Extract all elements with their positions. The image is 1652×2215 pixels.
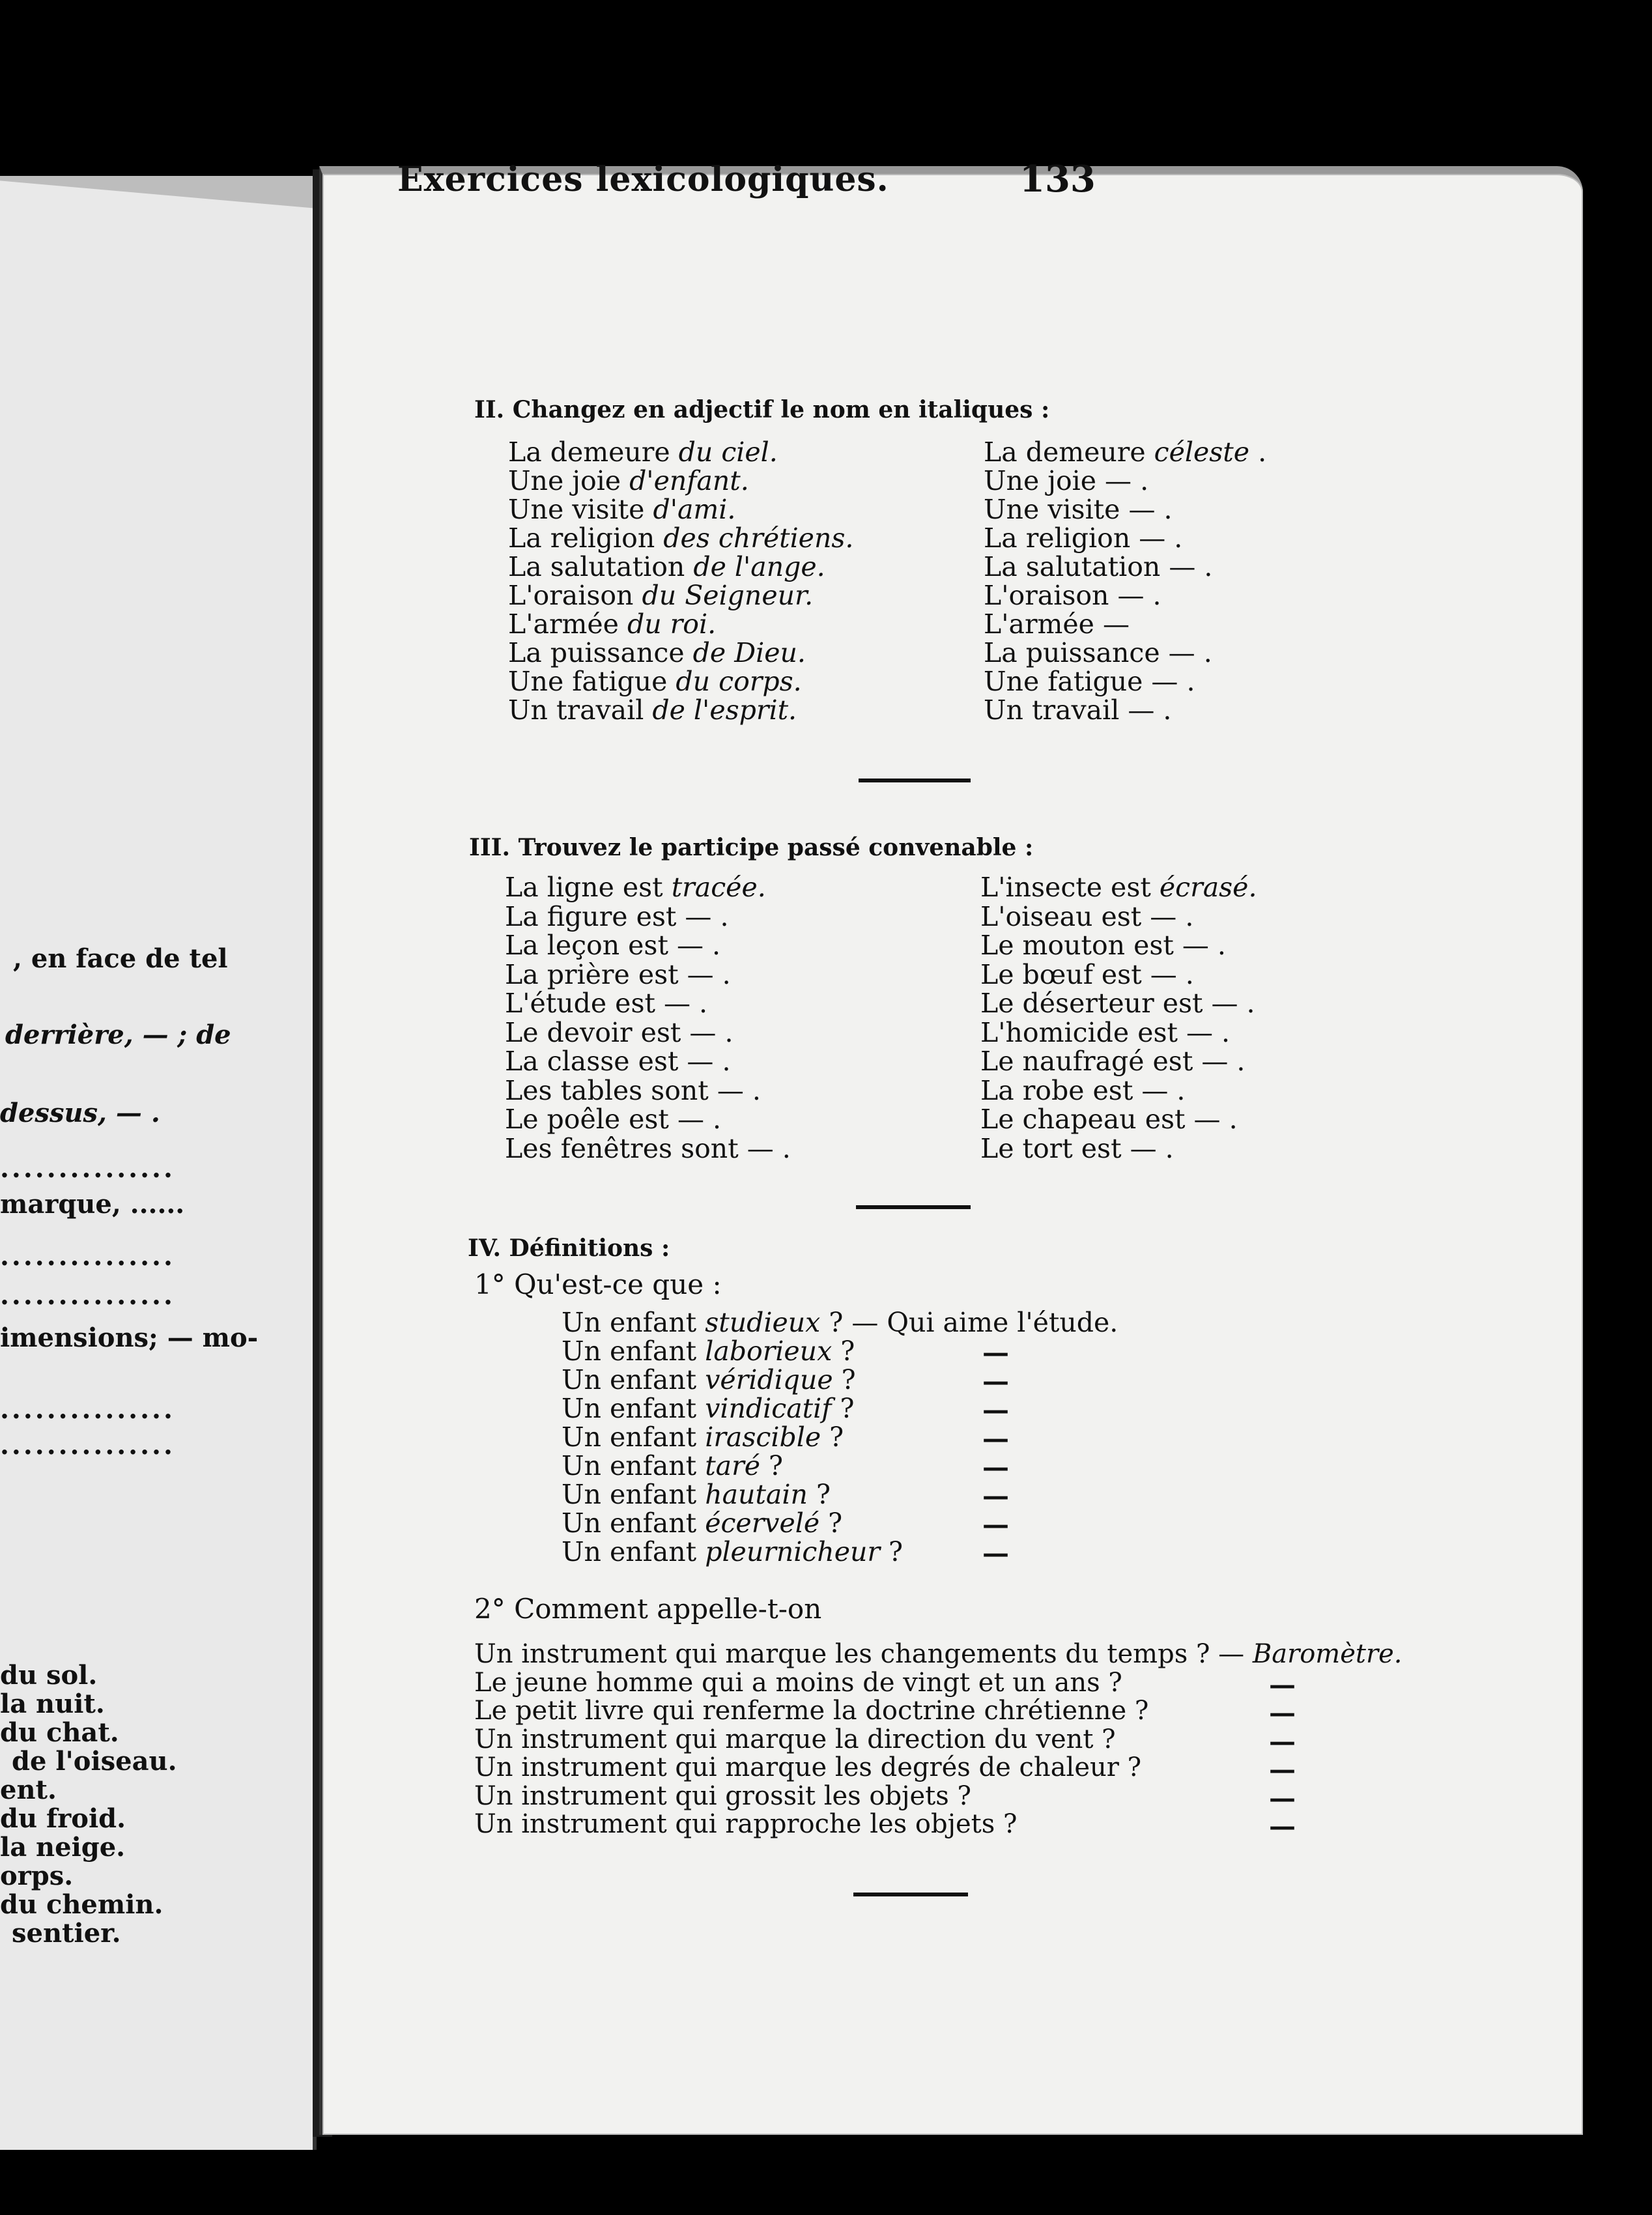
exercise-text: La robe est — .	[980, 1074, 1186, 1106]
left-page-fragment: la nuit.	[0, 1689, 105, 1719]
exercise-text: Une fatigue	[508, 666, 676, 697]
exercise-text: L'armée	[508, 608, 627, 640]
definition-text: Un enfant	[562, 1508, 705, 1539]
left-page-fragment: dessus, — .	[0, 1098, 160, 1128]
definition-word: pleurnicheur	[705, 1536, 880, 1567]
definition-word: taré	[705, 1450, 760, 1481]
left-page-fragment: ...............	[0, 1430, 175, 1461]
exercise-text: Une joie — .	[984, 465, 1149, 496]
exercise-italic-text: de l'esprit.	[652, 694, 797, 726]
book-cover-edge	[0, 176, 317, 210]
exercise-text: Le devoir est — .	[505, 1016, 733, 1048]
exercise-right-item	[980, 902, 1193, 931]
left-page-fragment: sentier.	[12, 1918, 121, 1949]
exercise-right-item	[984, 667, 1195, 696]
exercise-text: L'armée —	[984, 608, 1130, 640]
left-page-fragment: marque, ......	[0, 1189, 185, 1220]
section-4-heading: IV. Définitions :	[468, 1235, 670, 1262]
left-page-fragment: de l'oiseau.	[12, 1746, 177, 1777]
answer-dash: —	[982, 1337, 1009, 1368]
answer-dash: —	[1269, 1782, 1296, 1814]
exercise-text: La figure est — .	[505, 900, 729, 932]
exercise-text: Le tort est — .	[980, 1132, 1174, 1164]
definition-item	[562, 1365, 856, 1394]
exercise-left-item	[505, 1134, 791, 1163]
exercise-text: Les tables sont — .	[505, 1074, 761, 1106]
exercise-right-item	[980, 960, 1194, 989]
left-page-fragment: orps.	[0, 1861, 74, 1891]
answer-dash: —	[1269, 1697, 1296, 1728]
exercise-left-item	[508, 466, 749, 495]
definition-word: véridique	[705, 1364, 833, 1395]
page-number: 133	[1019, 158, 1096, 201]
definition-text: ?	[880, 1536, 904, 1567]
definition-text: Un enfant	[562, 1422, 705, 1453]
question-text: Un instrument qui marque les changements du temps ? —	[474, 1639, 1253, 1669]
question-item	[474, 1810, 1017, 1838]
exercise-text: Le naufragé est — .	[980, 1046, 1246, 1077]
exercise-right-item	[984, 524, 1182, 552]
question-item	[474, 1782, 971, 1810]
exercise-text: La demeure	[508, 436, 679, 468]
left-page-fragment: imensions; — mo-	[0, 1322, 259, 1353]
exercise-text: La salutation	[508, 551, 694, 582]
definition-text: Un enfant	[562, 1393, 705, 1424]
exercise-italic-text: de l'ange.	[693, 551, 825, 582]
definition-text: ?	[819, 1508, 843, 1539]
exercise-right-item	[980, 1018, 1230, 1047]
definition-text: ?	[833, 1364, 856, 1395]
definition-text: Un enfant	[562, 1450, 705, 1481]
exercise-text: Une visite	[508, 494, 653, 525]
exercise-text: Les fenêtres sont — .	[505, 1132, 791, 1164]
answer-word: Baromètre.	[1252, 1639, 1403, 1669]
definition-word: irascible	[705, 1422, 821, 1453]
exercise-italic-text: des chrétiens.	[663, 522, 854, 554]
exercise-text: L'homicide est — .	[980, 1016, 1231, 1048]
exercise-text: Le mouton est — .	[980, 930, 1226, 961]
answer-dash: —	[982, 1451, 1009, 1483]
left-page-fragment: ...............	[0, 1241, 175, 1272]
exercise-text: Un travail	[508, 694, 653, 726]
exercise-left-item	[508, 524, 853, 552]
exercise-text: Une fatigue — .	[984, 666, 1195, 697]
exercise-right-item	[984, 638, 1212, 667]
definition-item	[562, 1308, 1118, 1337]
exercise-text: La demeure	[984, 436, 1154, 468]
left-page-fragment: derrière, — ; de	[5, 1020, 231, 1050]
question-item	[474, 1726, 1116, 1754]
left-page-fragment: ...............	[0, 1153, 175, 1184]
exercise-italic-text: du ciel.	[678, 436, 778, 468]
exercise-right-item	[984, 438, 1266, 466]
exercise-right-item	[984, 610, 1130, 638]
exercise-text: La religion	[508, 522, 664, 554]
answer-dash: —	[982, 1480, 1009, 1511]
definition-word: hautain	[705, 1479, 808, 1510]
exercise-left-item	[505, 1105, 721, 1134]
exercise-italic-text: du Seigneur.	[642, 580, 814, 611]
exercise-text: Le bœuf est — .	[980, 958, 1194, 990]
left-page-fragment: ent.	[0, 1775, 57, 1805]
exercise-right-item	[984, 696, 1171, 724]
definition-text: ?	[760, 1450, 784, 1481]
answer-dash: —	[1269, 1810, 1296, 1842]
definition-item	[562, 1537, 903, 1566]
exercise-right-item	[984, 495, 1173, 524]
exercise-text: Un travail — .	[984, 694, 1172, 726]
definition-item	[562, 1337, 855, 1365]
answer-dash: —	[982, 1537, 1009, 1569]
exercise-right-item	[980, 989, 1255, 1018]
exercise-italic-text: tracée.	[671, 872, 766, 903]
divider	[856, 1205, 971, 1209]
exercise-left-item	[508, 552, 825, 581]
page-title: Exercices lexicologiques.	[397, 160, 889, 199]
definition-item	[562, 1423, 844, 1451]
exercise-text: La religion — .	[984, 522, 1183, 554]
exercise-text: Le déserteur est — .	[980, 988, 1255, 1019]
answer-dash: —	[982, 1394, 1009, 1425]
question-text: Un instrument qui rapproche les objets ?	[474, 1809, 1018, 1839]
part-2-label: 2° Comment appelle-t-on	[474, 1593, 822, 1625]
exercise-text: La salutation — .	[984, 551, 1213, 582]
definition-item	[562, 1509, 842, 1537]
question-text: Un instrument qui marque les degrés de chaleur ?	[474, 1752, 1142, 1782]
exercise-left-item	[505, 902, 728, 931]
exercise-right-item	[980, 873, 1257, 902]
exercise-text: La classe est — .	[505, 1046, 731, 1077]
exercise-right-item	[984, 581, 1161, 610]
definition-word: laborieux	[705, 1336, 833, 1367]
definition-text: ?	[831, 1393, 855, 1424]
exercise-text: La puissance	[508, 637, 693, 668]
exercise-text: L'insecte est	[980, 872, 1160, 903]
divider	[853, 1893, 968, 1896]
exercise-left-item	[505, 1076, 761, 1105]
answer-dash: —	[1269, 1725, 1296, 1757]
exercise-text: L'oiseau est — .	[980, 900, 1194, 932]
exercise-text: Une joie	[508, 465, 630, 496]
section-3-heading: III. Trouvez le participe passé convenable :	[469, 834, 1034, 861]
definition-text: ?	[821, 1422, 844, 1453]
left-page-fragment: du froid.	[0, 1803, 126, 1834]
exercise-left-item	[508, 638, 806, 667]
section-2-heading: II. Changez en adjectif le nom en italiques :	[474, 396, 1050, 423]
question-text: Un instrument qui grossit les objets ?	[474, 1780, 971, 1811]
definition-item	[562, 1394, 854, 1423]
definition-item	[562, 1451, 783, 1480]
exercise-text: Une visite — .	[984, 494, 1173, 525]
definition-text: ?	[807, 1479, 831, 1510]
exercise-text: La ligne est	[505, 872, 672, 903]
exercise-left-item	[508, 610, 716, 638]
exercise-right-item	[984, 552, 1212, 581]
exercise-text: L'oraison	[508, 580, 642, 611]
definition-text: Un enfant	[562, 1336, 705, 1367]
definition-text: Un enfant	[562, 1536, 705, 1567]
exercise-left-item	[508, 696, 797, 724]
exercise-right-item	[980, 931, 1226, 960]
left-page-fragment: ...............	[0, 1394, 175, 1425]
answer-dash: —	[982, 1365, 1009, 1397]
exercise-text: L'oraison — .	[984, 580, 1161, 611]
left-page-fragment: , en face de tel	[13, 943, 228, 974]
definition-text: Un enfant	[562, 1479, 705, 1510]
answer-dash: —	[1269, 1668, 1296, 1700]
exercise-right-item	[984, 466, 1148, 495]
exercise-left-item	[508, 495, 735, 524]
left-page-fragment: du chat.	[0, 1717, 119, 1748]
answer-dash: —	[1269, 1754, 1296, 1785]
exercise-left-item	[505, 989, 707, 1018]
exercise-text: La prière est — .	[505, 958, 731, 990]
exercise-italic-text: du roi.	[627, 608, 717, 640]
exercise-text: La puissance — .	[984, 637, 1212, 668]
left-page-fragment: du chemin.	[0, 1889, 164, 1920]
question-item	[474, 1697, 1148, 1725]
exercise-right-item	[980, 1076, 1185, 1105]
answer-dash: —	[982, 1423, 1009, 1454]
definition-text: ? — Qui aime l'étude.	[820, 1307, 1118, 1338]
question-text: Le petit livre qui renferme la doctrine chrétienne ?	[474, 1696, 1149, 1726]
exercise-text: La leçon est — .	[505, 930, 721, 961]
left-page-fragment: la neige.	[0, 1832, 126, 1863]
definition-word: vindicatif	[705, 1393, 832, 1424]
definition-word: écervelé	[705, 1508, 820, 1539]
exercise-text: Le chapeau est — .	[980, 1104, 1238, 1135]
definition-text: Un enfant	[562, 1307, 705, 1338]
exercise-italic-text: de Dieu.	[692, 637, 806, 668]
answer-dash: —	[982, 1509, 1009, 1540]
exercise-left-item	[505, 873, 766, 902]
exercise-left-item	[505, 1018, 733, 1047]
divider	[859, 779, 971, 782]
question-text: Le jeune homme qui a moins de vingt et un ans ?	[474, 1667, 1122, 1698]
exercise-left-item	[508, 438, 778, 466]
definition-item	[562, 1480, 831, 1509]
exercise-italic-text: céleste	[1154, 436, 1250, 468]
definition-word: studieux	[705, 1307, 821, 1338]
definition-text: Un enfant	[562, 1364, 705, 1395]
left-page-fragment: ...............	[0, 1280, 175, 1311]
definition-text: ?	[832, 1336, 855, 1367]
exercise-italic-text: d'enfant.	[629, 465, 749, 496]
part-1-label: 1° Qu'est-ce que :	[474, 1268, 722, 1300]
exercise-left-item	[508, 581, 813, 610]
left-page-fragment: du sol.	[0, 1660, 98, 1691]
exercise-left-item	[508, 667, 802, 696]
exercise-right-item	[980, 1047, 1245, 1076]
question-item	[474, 1640, 1402, 1668]
exercise-text: .	[1249, 436, 1267, 468]
question-text: Un instrument qui marque la direction du vent ?	[474, 1724, 1116, 1754]
exercise-left-item	[505, 931, 720, 960]
question-item	[474, 1669, 1122, 1697]
question-item	[474, 1754, 1141, 1782]
exercise-italic-text: d'ami.	[653, 494, 736, 525]
exercise-left-item	[505, 1047, 730, 1076]
exercise-text: L'étude est — .	[505, 988, 708, 1019]
exercise-italic-text: du corps.	[676, 666, 802, 697]
exercise-left-item	[505, 960, 731, 989]
exercise-italic-text: écrasé.	[1159, 872, 1257, 903]
exercise-text: Le poêle est — .	[505, 1104, 722, 1135]
exercise-right-item	[980, 1134, 1174, 1163]
exercise-right-item	[980, 1105, 1238, 1134]
